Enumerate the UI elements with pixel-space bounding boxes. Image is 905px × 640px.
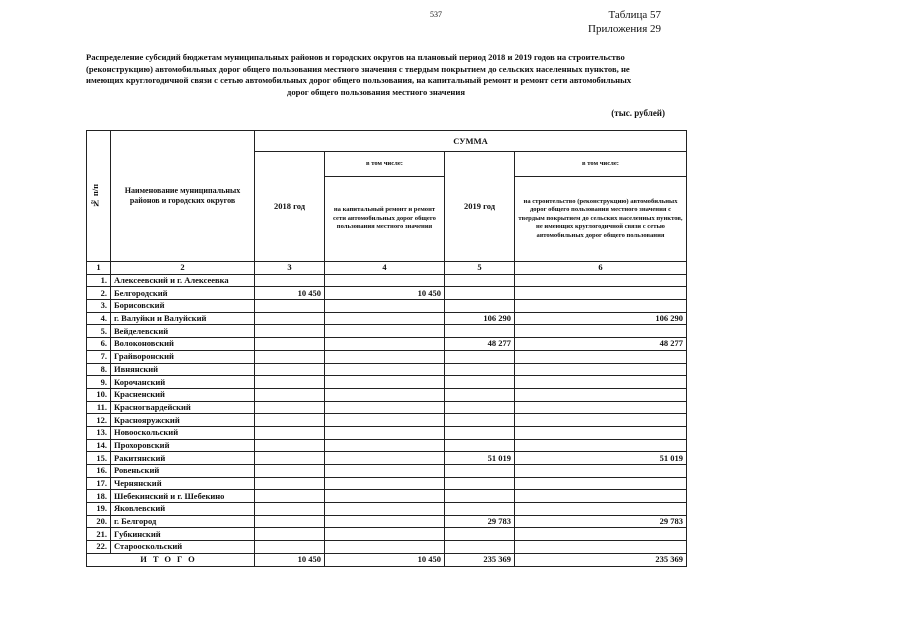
column-number: 3 xyxy=(255,262,325,275)
row-index: 17. xyxy=(87,477,111,490)
row-name: Краснояружский xyxy=(111,414,255,427)
table-row xyxy=(87,541,687,554)
column-number: 6 xyxy=(515,262,687,275)
row-2018 xyxy=(255,452,325,465)
row-2018 xyxy=(255,274,325,287)
row-index: 9. xyxy=(87,376,111,389)
row-2018 xyxy=(255,515,325,528)
table-row xyxy=(87,452,687,465)
row-index: 3. xyxy=(87,300,111,313)
row-construction xyxy=(515,541,687,554)
row-name: Старооскольский xyxy=(111,541,255,554)
row-capital-repair xyxy=(325,426,445,439)
row-capital-repair xyxy=(325,503,445,516)
row-index: 5. xyxy=(87,325,111,338)
row-2018 xyxy=(255,401,325,414)
row-capital-repair xyxy=(325,477,445,490)
row-capital-repair xyxy=(325,274,445,287)
row-name: Новооскольский xyxy=(111,426,255,439)
row-capital-repair xyxy=(325,376,445,389)
header-index: № п/п xyxy=(87,131,111,262)
total-2019: 235 369 xyxy=(445,553,515,566)
header-including-1: в том числе: xyxy=(325,152,445,177)
row-2019 xyxy=(445,287,515,300)
table-row xyxy=(87,338,687,351)
column-number-row xyxy=(87,262,687,275)
row-construction xyxy=(515,325,687,338)
row-capital-repair: 10 450 xyxy=(325,287,445,300)
table-row xyxy=(87,465,687,478)
row-name: Белгородский xyxy=(111,287,255,300)
header-including-2: в том числе: xyxy=(515,152,687,177)
row-construction: 51 019 xyxy=(515,452,687,465)
table-row xyxy=(87,376,687,389)
row-name: Борисовский xyxy=(111,300,255,313)
row-name: Чернянский xyxy=(111,477,255,490)
row-construction xyxy=(515,350,687,363)
table-row xyxy=(87,426,687,439)
row-index: 6. xyxy=(87,338,111,351)
row-2018 xyxy=(255,490,325,503)
row-capital-repair xyxy=(325,541,445,554)
row-2018 xyxy=(255,388,325,401)
row-index: 22. xyxy=(87,541,111,554)
row-name: Вейделевский xyxy=(111,325,255,338)
row-name: Ивнянский xyxy=(111,363,255,376)
table-row xyxy=(87,388,687,401)
header-2018: 2018 год xyxy=(255,152,325,262)
row-2019 xyxy=(445,426,515,439)
row-name: Прохоровский xyxy=(111,439,255,452)
row-construction xyxy=(515,287,687,300)
row-index: 20. xyxy=(87,515,111,528)
row-2018 xyxy=(255,338,325,351)
row-name: Волоконовский xyxy=(111,338,255,351)
row-construction: 48 277 xyxy=(515,338,687,351)
table-row xyxy=(87,312,687,325)
row-2018 xyxy=(255,312,325,325)
row-capital-repair xyxy=(325,465,445,478)
units-label: (тыс. рублей) xyxy=(611,108,665,118)
row-2019 xyxy=(445,274,515,287)
row-index: 15. xyxy=(87,452,111,465)
table-row xyxy=(87,274,687,287)
row-capital-repair xyxy=(325,490,445,503)
total-capital-repair: 10 450 xyxy=(325,553,445,566)
row-capital-repair xyxy=(325,363,445,376)
row-2018 xyxy=(255,465,325,478)
row-2019 xyxy=(445,503,515,516)
row-2018 xyxy=(255,376,325,389)
table-body xyxy=(87,274,687,553)
row-capital-repair xyxy=(325,388,445,401)
row-2018 xyxy=(255,503,325,516)
row-capital-repair xyxy=(325,439,445,452)
table-row xyxy=(87,490,687,503)
row-name: г. Валуйки и Валуйский xyxy=(111,312,255,325)
header-name: Наименование муниципальных районов и городских округов xyxy=(111,131,255,262)
header-sum: СУММА xyxy=(255,131,687,152)
table-row xyxy=(87,414,687,427)
title-line: имеющих круглогодичной связи с сетью автомобильных дорог общего пользования, на капитальный ремонт и ремонт сети автомобильных xyxy=(86,75,632,85)
title-line: (реконструкцию) автомобильных дорог общего пользования местного значения с твердым покрытием до сельских населенных пунктов, не xyxy=(86,63,630,74)
row-2018 xyxy=(255,439,325,452)
row-name: Губкинский xyxy=(111,528,255,541)
table-caption xyxy=(588,8,661,36)
row-2019 xyxy=(445,541,515,554)
appendix-label: Приложения 29 xyxy=(588,23,661,35)
row-2018 xyxy=(255,541,325,554)
row-name: Красненский xyxy=(111,388,255,401)
row-construction xyxy=(515,439,687,452)
table-row xyxy=(87,477,687,490)
row-2019: 48 277 xyxy=(445,338,515,351)
table-row xyxy=(87,350,687,363)
row-2018 xyxy=(255,325,325,338)
total-2018: 10 450 xyxy=(255,553,325,566)
row-2018 xyxy=(255,426,325,439)
row-index: 16. xyxy=(87,465,111,478)
row-2019 xyxy=(445,414,515,427)
row-name: Ракитянский xyxy=(111,452,255,465)
row-capital-repair xyxy=(325,312,445,325)
row-construction xyxy=(515,401,687,414)
table-row xyxy=(87,528,687,541)
row-capital-repair xyxy=(325,528,445,541)
row-construction xyxy=(515,477,687,490)
table-row xyxy=(87,401,687,414)
row-2018: 10 450 xyxy=(255,287,325,300)
row-construction xyxy=(515,376,687,389)
row-construction xyxy=(515,503,687,516)
row-construction xyxy=(515,490,687,503)
row-name: Корочанский xyxy=(111,376,255,389)
row-2019 xyxy=(445,490,515,503)
table-row xyxy=(87,503,687,516)
subsidy-table xyxy=(86,130,687,567)
column-number: 5 xyxy=(445,262,515,275)
total-label: ИТОГО xyxy=(87,553,255,566)
table-row xyxy=(87,325,687,338)
row-2019 xyxy=(445,363,515,376)
row-capital-repair xyxy=(325,350,445,363)
row-index: 14. xyxy=(87,439,111,452)
row-index: 11. xyxy=(87,401,111,414)
row-capital-repair xyxy=(325,452,445,465)
row-name: Шебекинский и г. Шебекино xyxy=(111,490,255,503)
title-line: дорог общего пользования местного значения xyxy=(287,86,465,97)
row-index: 7. xyxy=(87,350,111,363)
row-construction xyxy=(515,363,687,376)
row-index: 13. xyxy=(87,426,111,439)
table-row xyxy=(87,300,687,313)
row-capital-repair xyxy=(325,300,445,313)
row-construction xyxy=(515,528,687,541)
row-index: 1. xyxy=(87,274,111,287)
row-2019 xyxy=(445,528,515,541)
table-row xyxy=(87,439,687,452)
row-2019 xyxy=(445,300,515,313)
row-construction: 106 290 xyxy=(515,312,687,325)
row-construction xyxy=(515,426,687,439)
row-construction xyxy=(515,300,687,313)
row-name: Яковлевский xyxy=(111,503,255,516)
table-row xyxy=(87,515,687,528)
row-construction xyxy=(515,388,687,401)
row-capital-repair xyxy=(325,338,445,351)
row-capital-repair xyxy=(325,325,445,338)
row-2018 xyxy=(255,363,325,376)
row-name: Алексеевский и г. Алексеевка xyxy=(111,274,255,287)
row-construction xyxy=(515,414,687,427)
row-2019 xyxy=(445,401,515,414)
row-index: 4. xyxy=(87,312,111,325)
row-index: 10. xyxy=(87,388,111,401)
row-2019 xyxy=(445,376,515,389)
row-construction: 29 783 xyxy=(515,515,687,528)
row-2018 xyxy=(255,528,325,541)
row-index: 2. xyxy=(87,287,111,300)
row-2019: 29 783 xyxy=(445,515,515,528)
row-capital-repair xyxy=(325,515,445,528)
row-2019 xyxy=(445,465,515,478)
row-index: 19. xyxy=(87,503,111,516)
document-title xyxy=(86,52,666,98)
table-row xyxy=(87,287,687,300)
row-name: Красногвардейский xyxy=(111,401,255,414)
row-capital-repair xyxy=(325,401,445,414)
row-name: Грайворонский xyxy=(111,350,255,363)
header-capital-repair: на капитальный ремонт и ремонт сети автомобильных дорог общего пользования местного значения xyxy=(325,177,445,262)
total-construction: 235 369 xyxy=(515,553,687,566)
table-label: Таблица 57 xyxy=(608,9,661,21)
row-2019 xyxy=(445,325,515,338)
row-index: 18. xyxy=(87,490,111,503)
header-2019: 2019 год xyxy=(445,152,515,262)
row-2018 xyxy=(255,477,325,490)
row-2018 xyxy=(255,300,325,313)
column-number: 2 xyxy=(111,262,255,275)
header-construction: на строительство (реконструкцию) автомобильных дорог общего пользования местного значения с твердым покрытием до сельских населенных пунктов, не имеющих круглогодичной связи с сетью автомобильных дорог общего пользования xyxy=(515,177,687,262)
row-2018 xyxy=(255,414,325,427)
row-name: Ровеньский xyxy=(111,465,255,478)
row-index: 12. xyxy=(87,414,111,427)
row-capital-repair xyxy=(325,414,445,427)
row-name: г. Белгород xyxy=(111,515,255,528)
row-index: 21. xyxy=(87,528,111,541)
row-2019 xyxy=(445,350,515,363)
table-row xyxy=(87,363,687,376)
column-number: 4 xyxy=(325,262,445,275)
row-2019 xyxy=(445,439,515,452)
row-2019: 51 019 xyxy=(445,452,515,465)
row-index: 8. xyxy=(87,363,111,376)
row-2019: 106 290 xyxy=(445,312,515,325)
row-2019 xyxy=(445,477,515,490)
total-row xyxy=(87,553,687,566)
row-construction xyxy=(515,274,687,287)
column-number: 1 xyxy=(87,262,111,275)
row-2018 xyxy=(255,350,325,363)
row-2019 xyxy=(445,388,515,401)
title-line: Распределение субсидий бюджетам муниципальных районов и городских округов на плановый период 2018 и 2019 годов на строительство xyxy=(86,52,625,62)
page-number: 537 xyxy=(430,10,442,19)
row-construction xyxy=(515,465,687,478)
